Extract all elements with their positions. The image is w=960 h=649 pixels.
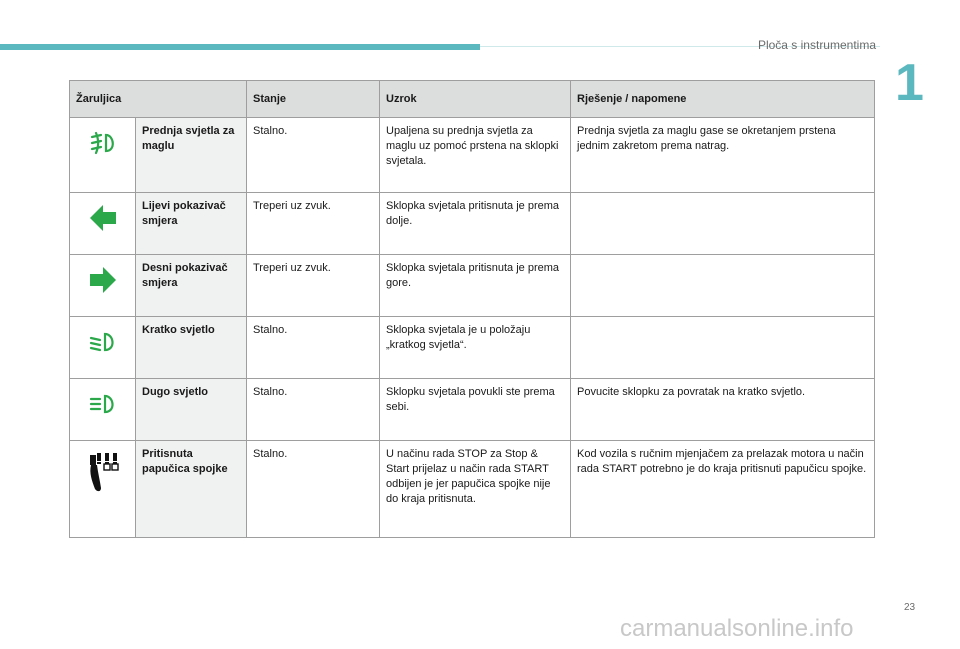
icon-cell <box>70 379 136 441</box>
lamp-state: Stalno. <box>247 379 380 441</box>
lamp-name: Dugo svjetlo <box>136 379 247 441</box>
icon-cell <box>70 255 136 317</box>
chapter-number: 1 <box>895 54 924 112</box>
table-header-row <box>70 81 875 118</box>
lamp-cause: Sklopka svjetala je u položaju „kratkog svjetla“. <box>380 317 571 379</box>
lamp-state: Treperi uz zvuk. <box>247 193 380 255</box>
lamp-state: Treperi uz zvuk. <box>247 255 380 317</box>
icon-cell <box>70 118 136 193</box>
lamp-cause: U načinu rada STOP za Stop & Start prijelaz u način rada START odbijen je jer papučica spojke nije do kraja pritisnuta. <box>380 441 571 538</box>
lamp-solution: Povucite sklopku za povratak na kratko svjetlo. <box>571 379 875 441</box>
lamp-state: Stalno. <box>247 441 380 538</box>
header-accent-bar <box>0 44 480 50</box>
table-row <box>70 118 875 193</box>
lamp-name: Kratko svjetlo <box>136 317 247 379</box>
lamp-state: Stalno. <box>247 118 380 193</box>
lamp-solution: Kod vozila s ručnim mjenjačem za prelazak motora u način rada START potrebno je do kraja pritisnuti papučicu spojke. <box>571 441 875 538</box>
lamp-name: Lijevi pokazivač smjera <box>136 193 247 255</box>
table-row <box>70 317 875 379</box>
lamp-solution <box>571 255 875 317</box>
lamp-cause: Upaljena su prednja svjetla za maglu uz pomoć prstena na sklopki svjetala. <box>380 118 571 193</box>
clutch-pedal-icon <box>86 451 120 493</box>
icon-cell <box>70 441 136 538</box>
lamp-state: Stalno. <box>247 317 380 379</box>
lamp-cause: Sklopka svjetala pritisnuta je prema gore. <box>380 255 571 317</box>
icon-cell <box>70 193 136 255</box>
lamp-solution: Prednja svjetla za maglu gase se okretanjem prstena jednim zakretom prema natrag. <box>571 118 875 193</box>
lamp-cause: Sklopku svjetala povukli ste prema sebi. <box>380 379 571 441</box>
table-row <box>70 255 875 317</box>
right-turn-arrow-icon <box>86 265 120 295</box>
column-header-solution: Rješenje / napomene <box>571 81 875 118</box>
icon-cell <box>70 317 136 379</box>
left-turn-arrow-icon <box>86 203 120 233</box>
lamp-name: Prednja svjetla za maglu <box>136 118 247 193</box>
lamp-name: Pritisnuta papučica spojke <box>136 441 247 538</box>
table-row <box>70 193 875 255</box>
column-header-lamp: Žaruljica <box>70 81 247 118</box>
column-header-cause: Uzrok <box>380 81 571 118</box>
column-header-state: Stanje <box>247 81 380 118</box>
watermark: carmanualsonline.info <box>620 615 854 642</box>
lamp-name: Desni pokazivač smjera <box>136 255 247 317</box>
lamp-solution <box>571 317 875 379</box>
table-row <box>70 441 875 538</box>
lamp-solution <box>571 193 875 255</box>
front-fog-light-icon <box>86 128 120 158</box>
page-number: 23 <box>904 602 916 613</box>
lamp-cause: Sklopka svjetala pritisnuta je prema dolje. <box>380 193 571 255</box>
dipped-beam-icon <box>86 327 120 357</box>
main-beam-icon <box>86 389 120 419</box>
table-row <box>70 379 875 441</box>
section-title: Ploča s instrumentima <box>757 38 876 52</box>
warning-lights-table <box>69 80 875 538</box>
